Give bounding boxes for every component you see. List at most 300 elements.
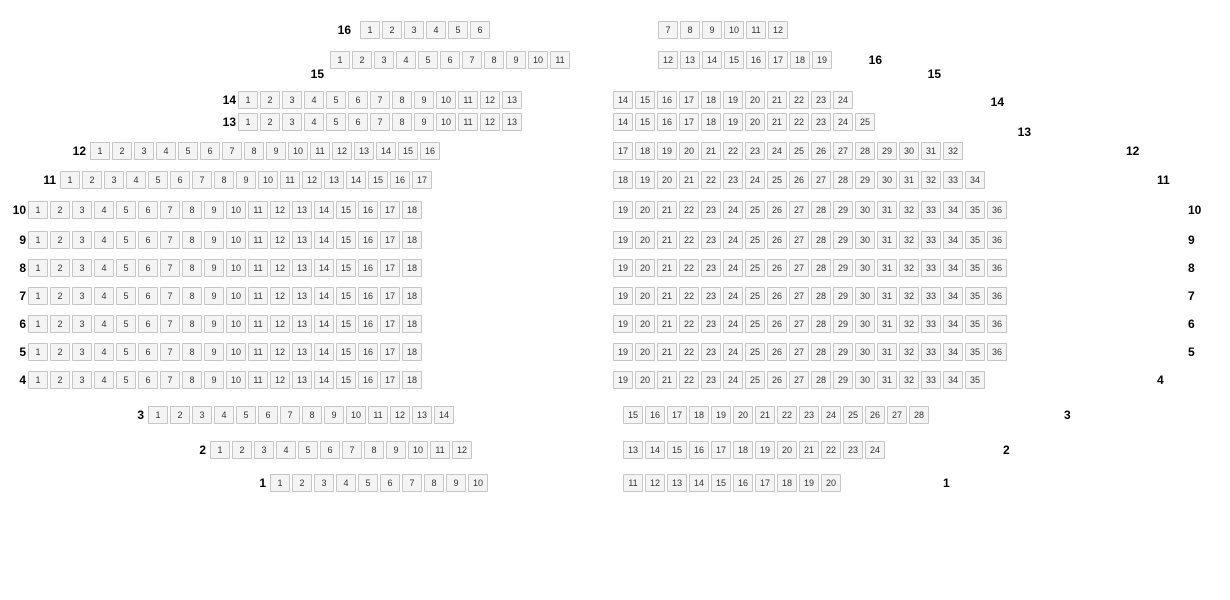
seat[interactable]: 36 bbox=[987, 343, 1007, 361]
seat[interactable]: 4 bbox=[214, 406, 234, 424]
seat[interactable]: 11 bbox=[248, 315, 268, 333]
seat[interactable]: 32 bbox=[899, 231, 919, 249]
seat[interactable]: 21 bbox=[657, 287, 677, 305]
seat[interactable]: 18 bbox=[689, 406, 709, 424]
seat[interactable]: 11 bbox=[458, 113, 478, 131]
seat[interactable]: 33 bbox=[943, 171, 963, 189]
seat[interactable]: 11 bbox=[248, 231, 268, 249]
seat[interactable]: 14 bbox=[314, 287, 334, 305]
seat[interactable]: 22 bbox=[777, 406, 797, 424]
seat[interactable]: 6 bbox=[258, 406, 278, 424]
seat[interactable]: 19 bbox=[613, 201, 633, 219]
seat[interactable]: 5 bbox=[418, 51, 438, 69]
seat[interactable]: 23 bbox=[701, 287, 721, 305]
seat[interactable]: 9 bbox=[204, 259, 224, 277]
seat[interactable]: 25 bbox=[843, 406, 863, 424]
seat[interactable]: 31 bbox=[921, 142, 941, 160]
seat[interactable]: 15 bbox=[398, 142, 418, 160]
seat[interactable]: 15 bbox=[336, 343, 356, 361]
seat[interactable]: 33 bbox=[921, 201, 941, 219]
seat[interactable]: 7 bbox=[370, 113, 390, 131]
seat[interactable]: 10 bbox=[226, 231, 246, 249]
seat[interactable]: 11 bbox=[458, 91, 478, 109]
seat[interactable]: 31 bbox=[877, 287, 897, 305]
seat[interactable]: 33 bbox=[921, 315, 941, 333]
seat[interactable]: 25 bbox=[745, 343, 765, 361]
seat[interactable]: 24 bbox=[745, 171, 765, 189]
seat[interactable]: 15 bbox=[336, 201, 356, 219]
seat[interactable]: 12 bbox=[270, 287, 290, 305]
seat[interactable]: 9 bbox=[506, 51, 526, 69]
seat[interactable]: 3 bbox=[72, 201, 92, 219]
seat[interactable]: 19 bbox=[799, 474, 819, 492]
seat[interactable]: 12 bbox=[270, 259, 290, 277]
seat[interactable]: 18 bbox=[635, 142, 655, 160]
seat[interactable]: 8 bbox=[182, 343, 202, 361]
seat[interactable]: 24 bbox=[723, 343, 743, 361]
seat[interactable]: 26 bbox=[767, 231, 787, 249]
seat[interactable]: 15 bbox=[623, 406, 643, 424]
seat[interactable]: 6 bbox=[138, 287, 158, 305]
seat[interactable]: 28 bbox=[811, 287, 831, 305]
seat[interactable]: 20 bbox=[679, 142, 699, 160]
seat[interactable]: 8 bbox=[364, 441, 384, 459]
seat[interactable]: 34 bbox=[965, 171, 985, 189]
seat[interactable]: 17 bbox=[412, 171, 432, 189]
seat[interactable]: 32 bbox=[899, 201, 919, 219]
seat[interactable]: 23 bbox=[723, 171, 743, 189]
seat[interactable]: 31 bbox=[877, 231, 897, 249]
seat[interactable]: 21 bbox=[657, 371, 677, 389]
seat[interactable]: 5 bbox=[326, 91, 346, 109]
seat[interactable]: 11 bbox=[248, 343, 268, 361]
seat[interactable]: 7 bbox=[402, 474, 422, 492]
seat[interactable]: 2 bbox=[50, 343, 70, 361]
seat[interactable]: 11 bbox=[623, 474, 643, 492]
seat[interactable]: 5 bbox=[148, 171, 168, 189]
seat[interactable]: 34 bbox=[943, 259, 963, 277]
seat[interactable]: 26 bbox=[767, 343, 787, 361]
seat[interactable]: 2 bbox=[50, 287, 70, 305]
seat[interactable]: 27 bbox=[811, 171, 831, 189]
seat[interactable]: 28 bbox=[855, 142, 875, 160]
seat[interactable]: 1 bbox=[270, 474, 290, 492]
seat[interactable]: 9 bbox=[204, 371, 224, 389]
seat[interactable]: 31 bbox=[899, 171, 919, 189]
seat[interactable]: 17 bbox=[380, 371, 400, 389]
seat[interactable]: 21 bbox=[767, 113, 787, 131]
seat[interactable]: 9 bbox=[204, 315, 224, 333]
seat[interactable]: 13 bbox=[292, 231, 312, 249]
seat[interactable]: 18 bbox=[402, 315, 422, 333]
seat[interactable]: 20 bbox=[635, 259, 655, 277]
seat[interactable]: 25 bbox=[745, 287, 765, 305]
seat[interactable]: 3 bbox=[72, 259, 92, 277]
seat[interactable]: 2 bbox=[232, 441, 252, 459]
seat[interactable]: 8 bbox=[182, 315, 202, 333]
seat[interactable]: 4 bbox=[94, 201, 114, 219]
seat[interactable]: 14 bbox=[314, 259, 334, 277]
seat[interactable]: 26 bbox=[789, 171, 809, 189]
seat[interactable]: 17 bbox=[380, 315, 400, 333]
seat[interactable]: 29 bbox=[833, 287, 853, 305]
seat[interactable]: 10 bbox=[346, 406, 366, 424]
seat[interactable]: 28 bbox=[811, 231, 831, 249]
seat[interactable]: 17 bbox=[711, 441, 731, 459]
seat[interactable]: 28 bbox=[833, 171, 853, 189]
seat[interactable]: 12 bbox=[270, 315, 290, 333]
seat[interactable]: 18 bbox=[790, 51, 810, 69]
seat[interactable]: 28 bbox=[811, 201, 831, 219]
seat[interactable]: 10 bbox=[436, 113, 456, 131]
seat[interactable]: 14 bbox=[314, 371, 334, 389]
seat[interactable]: 27 bbox=[789, 287, 809, 305]
seat[interactable]: 12 bbox=[270, 201, 290, 219]
seat[interactable]: 14 bbox=[314, 201, 334, 219]
seat[interactable]: 5 bbox=[116, 343, 136, 361]
seat[interactable]: 1 bbox=[60, 171, 80, 189]
seat[interactable]: 6 bbox=[348, 113, 368, 131]
seat[interactable]: 20 bbox=[745, 113, 765, 131]
seat[interactable]: 9 bbox=[204, 287, 224, 305]
seat[interactable]: 22 bbox=[679, 259, 699, 277]
seat[interactable]: 4 bbox=[304, 91, 324, 109]
seat[interactable]: 3 bbox=[404, 21, 424, 39]
seat[interactable]: 23 bbox=[811, 91, 831, 109]
seat[interactable]: 9 bbox=[204, 201, 224, 219]
seat[interactable]: 36 bbox=[987, 231, 1007, 249]
seat[interactable]: 22 bbox=[789, 113, 809, 131]
seat[interactable]: 27 bbox=[789, 231, 809, 249]
seat[interactable]: 3 bbox=[314, 474, 334, 492]
seat[interactable]: 3 bbox=[72, 231, 92, 249]
seat[interactable]: 35 bbox=[965, 343, 985, 361]
seat[interactable]: 35 bbox=[965, 231, 985, 249]
seat[interactable]: 8 bbox=[392, 91, 412, 109]
seat[interactable]: 30 bbox=[855, 259, 875, 277]
seat[interactable]: 5 bbox=[116, 259, 136, 277]
seat[interactable]: 22 bbox=[679, 315, 699, 333]
seat[interactable]: 8 bbox=[214, 171, 234, 189]
seat[interactable]: 4 bbox=[94, 287, 114, 305]
seat[interactable]: 2 bbox=[260, 113, 280, 131]
seat[interactable]: 12 bbox=[658, 51, 678, 69]
seat[interactable]: 3 bbox=[282, 91, 302, 109]
seat[interactable]: 20 bbox=[733, 406, 753, 424]
seat[interactable]: 3 bbox=[72, 287, 92, 305]
seat[interactable]: 24 bbox=[723, 231, 743, 249]
seat[interactable]: 19 bbox=[613, 315, 633, 333]
seat[interactable]: 21 bbox=[657, 343, 677, 361]
seat[interactable]: 32 bbox=[899, 371, 919, 389]
seat[interactable]: 7 bbox=[370, 91, 390, 109]
seat[interactable]: 18 bbox=[402, 371, 422, 389]
seat[interactable]: 23 bbox=[701, 343, 721, 361]
seat[interactable]: 9 bbox=[414, 113, 434, 131]
seat[interactable]: 16 bbox=[645, 406, 665, 424]
seat[interactable]: 9 bbox=[702, 21, 722, 39]
seat[interactable]: 10 bbox=[288, 142, 308, 160]
seat[interactable]: 27 bbox=[887, 406, 907, 424]
seat[interactable]: 24 bbox=[767, 142, 787, 160]
seat[interactable]: 13 bbox=[623, 441, 643, 459]
seat[interactable]: 15 bbox=[635, 91, 655, 109]
seat[interactable]: 36 bbox=[987, 287, 1007, 305]
seat[interactable]: 25 bbox=[745, 259, 765, 277]
seat[interactable]: 21 bbox=[657, 231, 677, 249]
seat[interactable]: 32 bbox=[921, 171, 941, 189]
seat[interactable]: 14 bbox=[314, 315, 334, 333]
seat[interactable]: 24 bbox=[723, 315, 743, 333]
seat[interactable]: 26 bbox=[767, 259, 787, 277]
seat[interactable]: 23 bbox=[701, 315, 721, 333]
seat[interactable]: 2 bbox=[352, 51, 372, 69]
seat[interactable]: 15 bbox=[336, 287, 356, 305]
seat[interactable]: 4 bbox=[336, 474, 356, 492]
seat[interactable]: 22 bbox=[679, 371, 699, 389]
seat[interactable]: 3 bbox=[72, 371, 92, 389]
seat[interactable]: 13 bbox=[324, 171, 344, 189]
seat[interactable]: 5 bbox=[116, 201, 136, 219]
seat[interactable]: 15 bbox=[368, 171, 388, 189]
seat[interactable]: 31 bbox=[877, 343, 897, 361]
seat[interactable]: 33 bbox=[921, 343, 941, 361]
seat[interactable]: 15 bbox=[336, 231, 356, 249]
seat[interactable]: 24 bbox=[833, 113, 853, 131]
seat[interactable]: 29 bbox=[833, 315, 853, 333]
seat[interactable]: 14 bbox=[376, 142, 396, 160]
seat[interactable]: 11 bbox=[280, 171, 300, 189]
seat[interactable]: 17 bbox=[380, 231, 400, 249]
seat[interactable]: 32 bbox=[899, 259, 919, 277]
seat[interactable]: 7 bbox=[160, 231, 180, 249]
seat[interactable]: 5 bbox=[116, 231, 136, 249]
seat[interactable]: 20 bbox=[635, 343, 655, 361]
seat[interactable]: 6 bbox=[440, 51, 460, 69]
seat[interactable]: 14 bbox=[689, 474, 709, 492]
seat[interactable]: 2 bbox=[382, 21, 402, 39]
seat[interactable]: 14 bbox=[613, 91, 633, 109]
seat[interactable]: 10 bbox=[408, 441, 428, 459]
seat[interactable]: 13 bbox=[292, 201, 312, 219]
seat[interactable]: 28 bbox=[811, 315, 831, 333]
seat[interactable]: 29 bbox=[833, 343, 853, 361]
seat[interactable]: 24 bbox=[833, 91, 853, 109]
seat[interactable]: 8 bbox=[392, 113, 412, 131]
seat[interactable]: 35 bbox=[965, 259, 985, 277]
seat[interactable]: 19 bbox=[723, 91, 743, 109]
seat[interactable]: 10 bbox=[528, 51, 548, 69]
seat[interactable]: 17 bbox=[667, 406, 687, 424]
seat[interactable]: 4 bbox=[304, 113, 324, 131]
seat[interactable]: 8 bbox=[484, 51, 504, 69]
seat[interactable]: 12 bbox=[302, 171, 322, 189]
seat[interactable]: 13 bbox=[667, 474, 687, 492]
seat[interactable]: 8 bbox=[424, 474, 444, 492]
seat[interactable]: 1 bbox=[360, 21, 380, 39]
seat[interactable]: 22 bbox=[821, 441, 841, 459]
seat[interactable]: 12 bbox=[768, 21, 788, 39]
seat[interactable]: 13 bbox=[292, 287, 312, 305]
seat[interactable]: 23 bbox=[799, 406, 819, 424]
seat[interactable]: 34 bbox=[943, 371, 963, 389]
seat[interactable]: 30 bbox=[855, 315, 875, 333]
seat[interactable]: 33 bbox=[921, 371, 941, 389]
seat[interactable]: 12 bbox=[270, 231, 290, 249]
seat[interactable]: 14 bbox=[645, 441, 665, 459]
seat[interactable]: 13 bbox=[292, 259, 312, 277]
seat[interactable]: 17 bbox=[755, 474, 775, 492]
seat[interactable]: 33 bbox=[921, 231, 941, 249]
seat[interactable]: 31 bbox=[877, 315, 897, 333]
seat[interactable]: 9 bbox=[204, 231, 224, 249]
seat[interactable]: 16 bbox=[746, 51, 766, 69]
seat[interactable]: 29 bbox=[855, 171, 875, 189]
seat[interactable]: 13 bbox=[292, 315, 312, 333]
seat[interactable]: 12 bbox=[332, 142, 352, 160]
seat[interactable]: 29 bbox=[833, 231, 853, 249]
seat[interactable]: 1 bbox=[28, 231, 48, 249]
seat[interactable]: 8 bbox=[182, 287, 202, 305]
seat[interactable]: 19 bbox=[755, 441, 775, 459]
seat[interactable]: 28 bbox=[811, 259, 831, 277]
seat[interactable]: 16 bbox=[390, 171, 410, 189]
seat[interactable]: 26 bbox=[767, 371, 787, 389]
seat[interactable]: 34 bbox=[943, 287, 963, 305]
seat[interactable]: 10 bbox=[226, 343, 246, 361]
seat[interactable]: 6 bbox=[138, 371, 158, 389]
seat[interactable]: 2 bbox=[50, 201, 70, 219]
seat[interactable]: 5 bbox=[298, 441, 318, 459]
seat[interactable]: 7 bbox=[160, 201, 180, 219]
seat[interactable]: 12 bbox=[480, 113, 500, 131]
seat[interactable]: 4 bbox=[426, 21, 446, 39]
seat[interactable]: 4 bbox=[94, 259, 114, 277]
seat[interactable]: 12 bbox=[480, 91, 500, 109]
seat[interactable]: 10 bbox=[226, 371, 246, 389]
seat[interactable]: 35 bbox=[965, 315, 985, 333]
seat[interactable]: 34 bbox=[943, 231, 963, 249]
seat[interactable]: 23 bbox=[701, 201, 721, 219]
seat[interactable]: 20 bbox=[635, 201, 655, 219]
seat[interactable]: 31 bbox=[877, 259, 897, 277]
seat[interactable]: 16 bbox=[657, 113, 677, 131]
seat[interactable]: 30 bbox=[855, 371, 875, 389]
seat[interactable]: 13 bbox=[680, 51, 700, 69]
seat[interactable]: 13 bbox=[502, 113, 522, 131]
seat[interactable]: 2 bbox=[82, 171, 102, 189]
seat[interactable]: 19 bbox=[711, 406, 731, 424]
seat[interactable]: 4 bbox=[396, 51, 416, 69]
seat[interactable]: 6 bbox=[200, 142, 220, 160]
seat[interactable]: 9 bbox=[236, 171, 256, 189]
seat[interactable]: 30 bbox=[855, 287, 875, 305]
seat[interactable]: 28 bbox=[909, 406, 929, 424]
seat[interactable]: 8 bbox=[244, 142, 264, 160]
seat[interactable]: 11 bbox=[430, 441, 450, 459]
seat[interactable]: 3 bbox=[134, 142, 154, 160]
seat[interactable]: 16 bbox=[358, 201, 378, 219]
seat[interactable]: 20 bbox=[635, 231, 655, 249]
seat[interactable]: 36 bbox=[987, 259, 1007, 277]
seat[interactable]: 16 bbox=[358, 287, 378, 305]
seat[interactable]: 22 bbox=[679, 201, 699, 219]
seat[interactable]: 1 bbox=[28, 287, 48, 305]
seat[interactable]: 9 bbox=[414, 91, 434, 109]
seat[interactable]: 10 bbox=[226, 287, 246, 305]
seat[interactable]: 17 bbox=[613, 142, 633, 160]
seat[interactable]: 21 bbox=[755, 406, 775, 424]
seat[interactable]: 18 bbox=[402, 343, 422, 361]
seat[interactable]: 4 bbox=[276, 441, 296, 459]
seat[interactable]: 17 bbox=[380, 259, 400, 277]
seat[interactable]: 14 bbox=[314, 343, 334, 361]
seat[interactable]: 19 bbox=[635, 171, 655, 189]
seat[interactable]: 21 bbox=[657, 315, 677, 333]
seat[interactable]: 6 bbox=[170, 171, 190, 189]
seat[interactable]: 4 bbox=[94, 231, 114, 249]
seat[interactable]: 7 bbox=[462, 51, 482, 69]
seat[interactable]: 26 bbox=[767, 201, 787, 219]
seat[interactable]: 22 bbox=[679, 231, 699, 249]
seat[interactable]: 25 bbox=[855, 113, 875, 131]
seat[interactable]: 5 bbox=[116, 287, 136, 305]
seat[interactable]: 21 bbox=[767, 91, 787, 109]
seat[interactable]: 2 bbox=[50, 371, 70, 389]
seat[interactable]: 17 bbox=[380, 201, 400, 219]
seat[interactable]: 19 bbox=[613, 259, 633, 277]
seat[interactable]: 26 bbox=[767, 287, 787, 305]
seat[interactable]: 33 bbox=[921, 259, 941, 277]
seat[interactable]: 14 bbox=[613, 113, 633, 131]
seat[interactable]: 19 bbox=[613, 371, 633, 389]
seat[interactable]: 7 bbox=[280, 406, 300, 424]
seat[interactable]: 3 bbox=[282, 113, 302, 131]
seat[interactable]: 6 bbox=[138, 315, 158, 333]
seat[interactable]: 7 bbox=[192, 171, 212, 189]
seat[interactable]: 34 bbox=[943, 343, 963, 361]
seat[interactable]: 1 bbox=[330, 51, 350, 69]
seat[interactable]: 4 bbox=[126, 171, 146, 189]
seat[interactable]: 18 bbox=[701, 91, 721, 109]
seat[interactable]: 27 bbox=[789, 343, 809, 361]
seat[interactable]: 14 bbox=[702, 51, 722, 69]
seat[interactable]: 35 bbox=[965, 287, 985, 305]
seat[interactable]: 16 bbox=[420, 142, 440, 160]
seat[interactable]: 19 bbox=[613, 231, 633, 249]
seat[interactable]: 10 bbox=[226, 315, 246, 333]
seat[interactable]: 17 bbox=[679, 91, 699, 109]
seat[interactable]: 16 bbox=[358, 371, 378, 389]
seat[interactable]: 6 bbox=[470, 21, 490, 39]
seat[interactable]: 5 bbox=[178, 142, 198, 160]
seat[interactable]: 6 bbox=[320, 441, 340, 459]
seat[interactable]: 26 bbox=[767, 315, 787, 333]
seat[interactable]: 21 bbox=[799, 441, 819, 459]
seat[interactable]: 35 bbox=[965, 371, 985, 389]
seat[interactable]: 1 bbox=[238, 91, 258, 109]
seat[interactable]: 22 bbox=[701, 171, 721, 189]
seat[interactable]: 13 bbox=[502, 91, 522, 109]
seat[interactable]: 2 bbox=[292, 474, 312, 492]
seat[interactable]: 22 bbox=[789, 91, 809, 109]
seat[interactable]: 36 bbox=[987, 315, 1007, 333]
seat[interactable]: 24 bbox=[865, 441, 885, 459]
seat[interactable]: 19 bbox=[723, 113, 743, 131]
seat[interactable]: 6 bbox=[138, 231, 158, 249]
seat[interactable]: 25 bbox=[745, 371, 765, 389]
seat[interactable]: 6 bbox=[348, 91, 368, 109]
